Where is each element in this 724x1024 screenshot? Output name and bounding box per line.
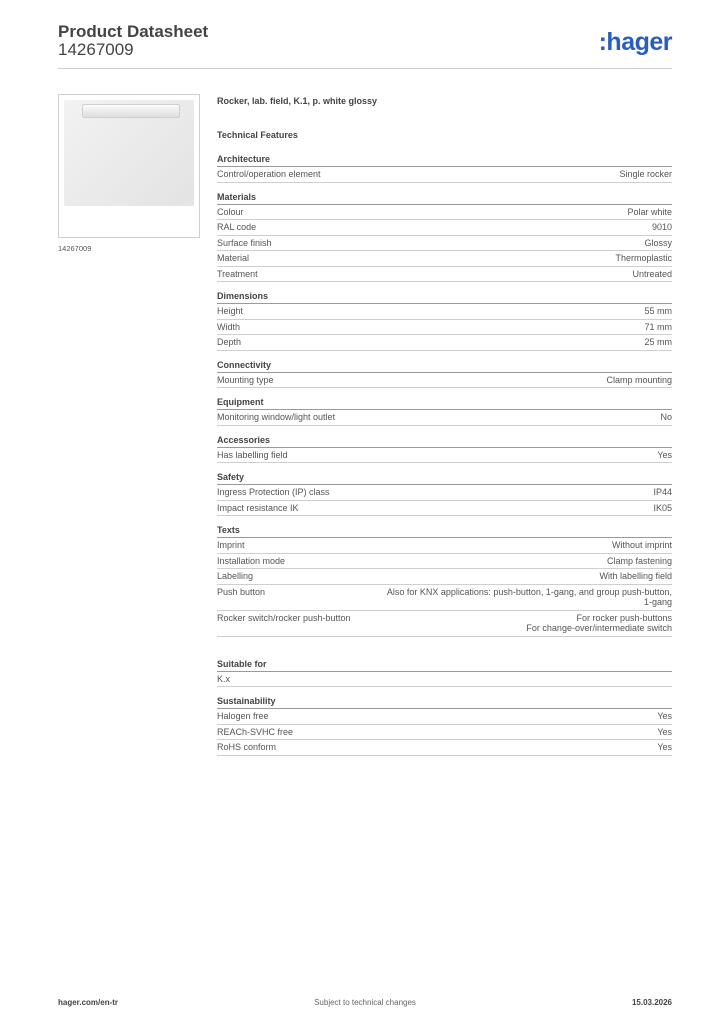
feature-value: Untreated — [632, 268, 672, 279]
section-title: Dimensions — [217, 291, 672, 304]
feature-label: Impact resistance IK — [217, 502, 299, 513]
feature-value: No — [660, 412, 672, 422]
feature-value: Clamp mounting — [606, 374, 672, 385]
section-title: Accessories — [217, 435, 672, 448]
section-title: Materials — [217, 192, 672, 205]
feature-label: K.x — [217, 673, 231, 684]
feature-row — [217, 267, 672, 283]
feature-value: Clamp fastening — [606, 555, 672, 566]
feature-label: Height — [217, 306, 244, 316]
feature-sections — [217, 154, 672, 756]
feature-label: Colour — [217, 206, 244, 217]
feature-section — [217, 659, 672, 688]
page-header — [58, 20, 672, 69]
feature-section — [217, 435, 672, 464]
feature-value: Yes — [657, 726, 672, 737]
feature-label: Ingress Protection (IP) class — [217, 487, 330, 497]
feature-label: Width — [217, 321, 241, 332]
feature-section — [217, 472, 672, 516]
product-number: 14267009 — [58, 40, 134, 59]
feature-row — [217, 205, 672, 221]
footer-website-link[interactable]: hager.com/en-tr — [58, 998, 119, 1007]
feature-value: For rocker push-buttons For change-over/intermediate switch — [526, 612, 672, 633]
feature-section — [217, 525, 672, 637]
feature-value: Without imprint — [611, 540, 672, 550]
feature-row — [217, 220, 672, 236]
feature-value: 25 mm — [644, 337, 672, 347]
feature-row — [217, 709, 672, 725]
footer-date: 15.03.2026 — [631, 998, 672, 1007]
feature-row — [217, 538, 672, 554]
feature-section — [217, 192, 672, 283]
document-title: Product Datasheet — [58, 22, 209, 41]
feature-label: Has labelling field — [217, 449, 288, 460]
feature-section — [217, 397, 672, 426]
feature-label: Control/operation element — [217, 169, 321, 179]
labelling-field — [82, 104, 180, 118]
feature-label: Installation mode — [217, 555, 286, 566]
feature-value: IP44 — [653, 487, 672, 497]
feature-row — [217, 448, 672, 464]
section-title: Sustainability — [217, 696, 672, 709]
footer-notice: Subject to technical changes — [314, 998, 416, 1007]
section-title: Safety — [217, 472, 672, 485]
feature-label: Material — [217, 253, 250, 263]
feature-label: Push button — [217, 586, 266, 597]
feature-row — [217, 304, 672, 320]
section-title: Suitable for — [217, 659, 672, 672]
feature-label: RAL code — [217, 222, 257, 232]
feature-row — [217, 554, 672, 570]
feature-label: Treatment — [217, 268, 258, 279]
feature-row — [217, 569, 672, 585]
feature-label: RoHS conform — [217, 742, 277, 752]
feature-section — [217, 696, 672, 756]
feature-value: Thermoplastic — [615, 253, 672, 263]
feature-value: 55 mm — [644, 306, 672, 316]
feature-row — [217, 320, 672, 336]
feature-label: Rocker switch/rocker push-button — [217, 612, 351, 623]
feature-row — [217, 410, 672, 426]
feature-label: REACh-SVHC free — [217, 726, 294, 737]
feature-value: Also for KNX applications: push-button, 1-gang, and group push-button, 1-gang — [386, 586, 672, 607]
section-title: Architecture — [217, 154, 672, 167]
feature-label: Labelling — [217, 571, 254, 581]
feature-row — [217, 485, 672, 501]
feature-row — [217, 740, 672, 756]
feature-section — [217, 154, 672, 183]
feature-row — [217, 373, 672, 389]
section-title: Equipment — [217, 397, 672, 410]
product-name: Rocker, lab. field, K.1, p. white glossy — [217, 96, 378, 106]
hager-logo[interactable]: :hager — [598, 28, 672, 56]
product-image-caption: 14267009 — [58, 244, 92, 253]
feature-row — [217, 335, 672, 351]
feature-row — [217, 585, 672, 611]
feature-section — [217, 291, 672, 351]
section-title: Connectivity — [217, 360, 672, 373]
product-image-frame — [58, 94, 200, 238]
feature-row — [217, 167, 672, 183]
feature-value: Single rocker — [619, 169, 672, 179]
feature-row — [217, 251, 672, 267]
feature-row — [217, 236, 672, 252]
technical-features-heading: Technical Features — [217, 130, 298, 140]
feature-value: Polar white — [627, 206, 672, 217]
feature-row — [217, 725, 672, 741]
feature-section — [217, 360, 672, 389]
feature-label: Mounting type — [217, 374, 274, 385]
feature-value: With labelling field — [599, 571, 672, 581]
feature-label: Depth — [217, 337, 242, 347]
feature-label: Halogen free — [217, 711, 269, 721]
feature-row — [217, 672, 672, 688]
technical-content — [217, 96, 672, 765]
feature-value: Yes — [657, 449, 672, 460]
feature-label: Imprint — [217, 540, 245, 550]
feature-value: 71 mm — [644, 321, 672, 332]
product-image — [64, 100, 194, 206]
feature-value: Yes — [657, 711, 672, 721]
feature-value: IK05 — [653, 502, 672, 513]
feature-label: Surface finish — [217, 237, 272, 248]
section-title: Texts — [217, 525, 672, 538]
feature-row — [217, 501, 672, 517]
feature-label: Monitoring window/light outlet — [217, 412, 336, 422]
feature-value: 9010 — [651, 222, 672, 232]
feature-row — [217, 611, 672, 637]
feature-value: Glossy — [644, 237, 672, 248]
feature-value: Yes — [657, 742, 672, 752]
